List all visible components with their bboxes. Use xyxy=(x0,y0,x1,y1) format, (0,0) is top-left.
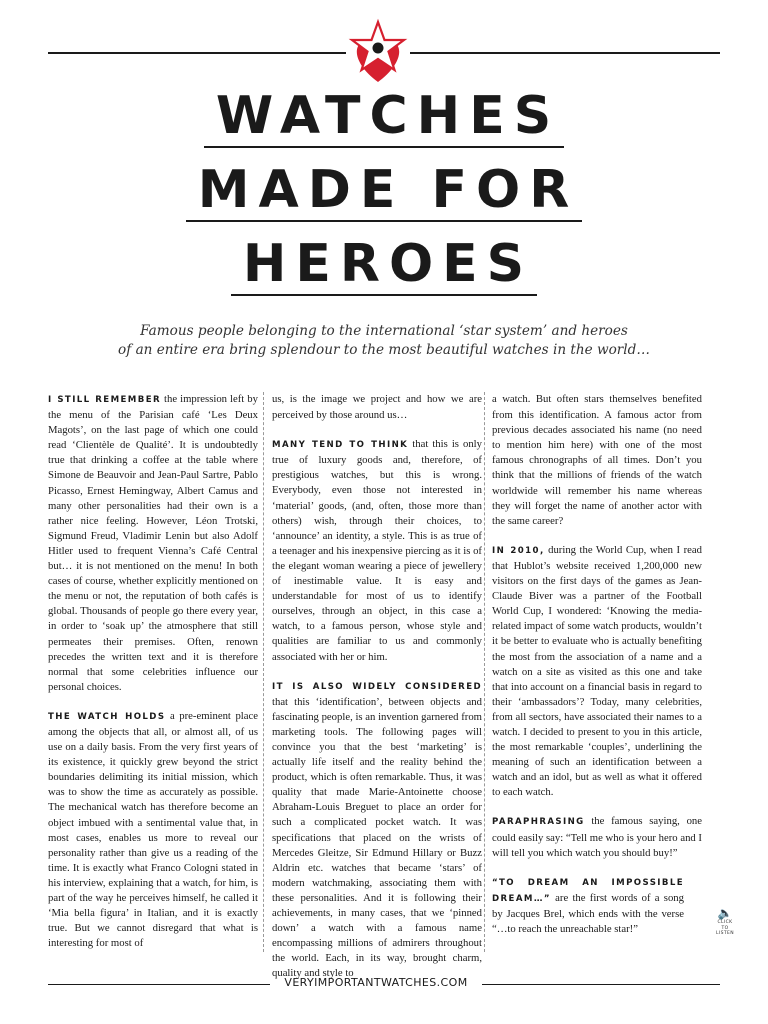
paragraph: IN 2010, during the World Cup, when I read that Hublot’s website received 1,200,000 new visitors on the first days of the games as Jean-Claude Biver was a partner of the Football World Cup, I wondered: ‘Knowing the media-related impact of some watch products, wouldn’t it be better to evaluate who is actually benefiting the most from the association of a name and a watch on a site as visited as this one and take that into account on a financial basis in regard to their ‘ambassadors’? Today, many celebrities, from all sectors, have associated their names to a watch. I decided to present to you in this article, the most remarkable ‘couples’, underlining the meaning of such an identification between a watch and an idol, but as well as what it offered to each watch. xyxy=(492,543,702,799)
column-divider xyxy=(484,392,485,952)
column-divider xyxy=(263,392,264,952)
column-2 xyxy=(272,392,482,995)
paragraph: “TO DREAM AN IMPOSSIBLE DREAM…” are the first words of a song by Jacques Brel, which ends with the verse “…to reach the unreachable star!” xyxy=(492,877,684,935)
speaker-icon[interactable]: 🔈 xyxy=(717,906,733,920)
headline-line-2: MADE FOR xyxy=(0,160,768,222)
bottom-rule-right xyxy=(482,984,720,985)
paragraph: PARAPHRASING the famous saying, one could easily say: “Tell me who is your hero and I will tell you which watch you should buy!” xyxy=(492,815,702,859)
paragraph: I STILL REMEMBER the impression left by the menu of the Parisian café ‘Les Deux Magots’, on the last page of which one could read ‘Clientèle de Qualité’. It is undoubtedly true that drinking a coffee at the table where Simone de Beauvoir and Jean-Paul Sartre, Pablo Picasso, Ernest Hemingway, Albert Camus and many other personalities had their own is a rather nice feeling. However, Léon Trotski, Sigmund Freud, Vladimir Lenin but also Adolf Hitler used to frequent Vienna’s Café Central but… it is not mentioned on the menu! In both cases of course, whether explicitly mentioned on the menu or not, the reputation of both cafés is global. Thousands of people go there every year, in order to ‘soak up’ the atmosphere that still permeates their premises. Often, renown precedes the written text and it is therefore normal that some celebrities influence our personal choices. xyxy=(48,393,258,693)
bottom-rule-left xyxy=(48,984,270,985)
paragraph: us, is the image we project and how we are perceived by those around us… xyxy=(272,393,482,422)
top-rule-right xyxy=(410,52,720,54)
paragraph: MANY TEND TO THINK that this is only true of luxury goods and, therefore, of prestigious watches, but this is wrong. Everybody, even those not interested in ‘material’ goods, (and, often, those more than others) wish, through their choices, to ‘announce’ an identity, a style. This is as true of a teenager and his inexpensive piercing as it is of the elegant woman wearing a piece of jewellery of inestimable value. It is easy and understandable for most of us to identify ourselves, through an object, in this case a watch, to a famous person, whose style and qualities are familiar to us and commonly associated with her or him. xyxy=(272,438,482,663)
column-3 xyxy=(492,392,702,951)
footer-site: VERYIMPORTANTWATCHES.COM xyxy=(284,976,468,989)
headline-line-3: HEROES xyxy=(0,234,768,296)
paragraph: a watch. But often stars themselves benefited from this identification. A famous actor from previous decades associated his name (no need to mention him here) with one of the most famous chronographs of all times. Don’t you think that the millions of friends of the watch worldwide will remember his name whereas they will forget the name of another actor with the same career? xyxy=(492,393,702,527)
paragraph: THE WATCH HOLDS a pre-eminent place among the objects that all, or almost all, of us use on a daily basis. From the very first years of its existence, it quickly grew beyond the strict boundaries delimiting its initial mission, which was to show the time as accurately as possible. The mechanical watch has therefore become an object imbued with a sentimental value that, in most cases, enables us more to reveal our personality rather than give us a reading of the time. It is exactly what Franco Cologni stated in his interview, explaining that a watch, for him, is part of the way he perceives himself, he called it ‘Mia bella figura’ in Italian, and it is exactly true. But we cannot disregard that what is interesting for most of xyxy=(48,709,258,950)
headline-line-1: WATCHES xyxy=(0,86,768,148)
column-1 xyxy=(48,392,258,965)
paragraph: IT IS ALSO WIDELY CONSIDERED that this ‘identification’, between objects and fascinating people, is an invention garnered from marketing tools. The following pages will convince you that the best ‘marketing’ is actually life itself and the reality behind the product, which is often remarkable. Thus, it was quality that made Marie-Antoinette choose Abraham-Louis Breguet to place an order for such a complicated pocket watch. It was specifications that placed on the wrists of Mercedes Gleitze, Sir Edmund Hillary or Buzz Aldrin etc. watches that became ‘stars’ of modern watchmaking, associating them with these personalities. And it is following their achievements, in many cases, that we ‘pinned down’ a watch with a famous name encompassing millions of admirers throughout the world. Each, in its way, brought charm, quality and style to xyxy=(272,681,482,980)
subtitle: Famous people belonging to the international ‘star system’ and heroes of an entire era bring splendour to the most beautiful watches in the world… xyxy=(118,323,650,358)
listen-label: CLICK TO LISTEN xyxy=(715,920,735,936)
top-rule-left xyxy=(48,52,346,54)
listen-button[interactable] xyxy=(712,906,738,937)
star-heart-logo-icon xyxy=(346,18,410,90)
